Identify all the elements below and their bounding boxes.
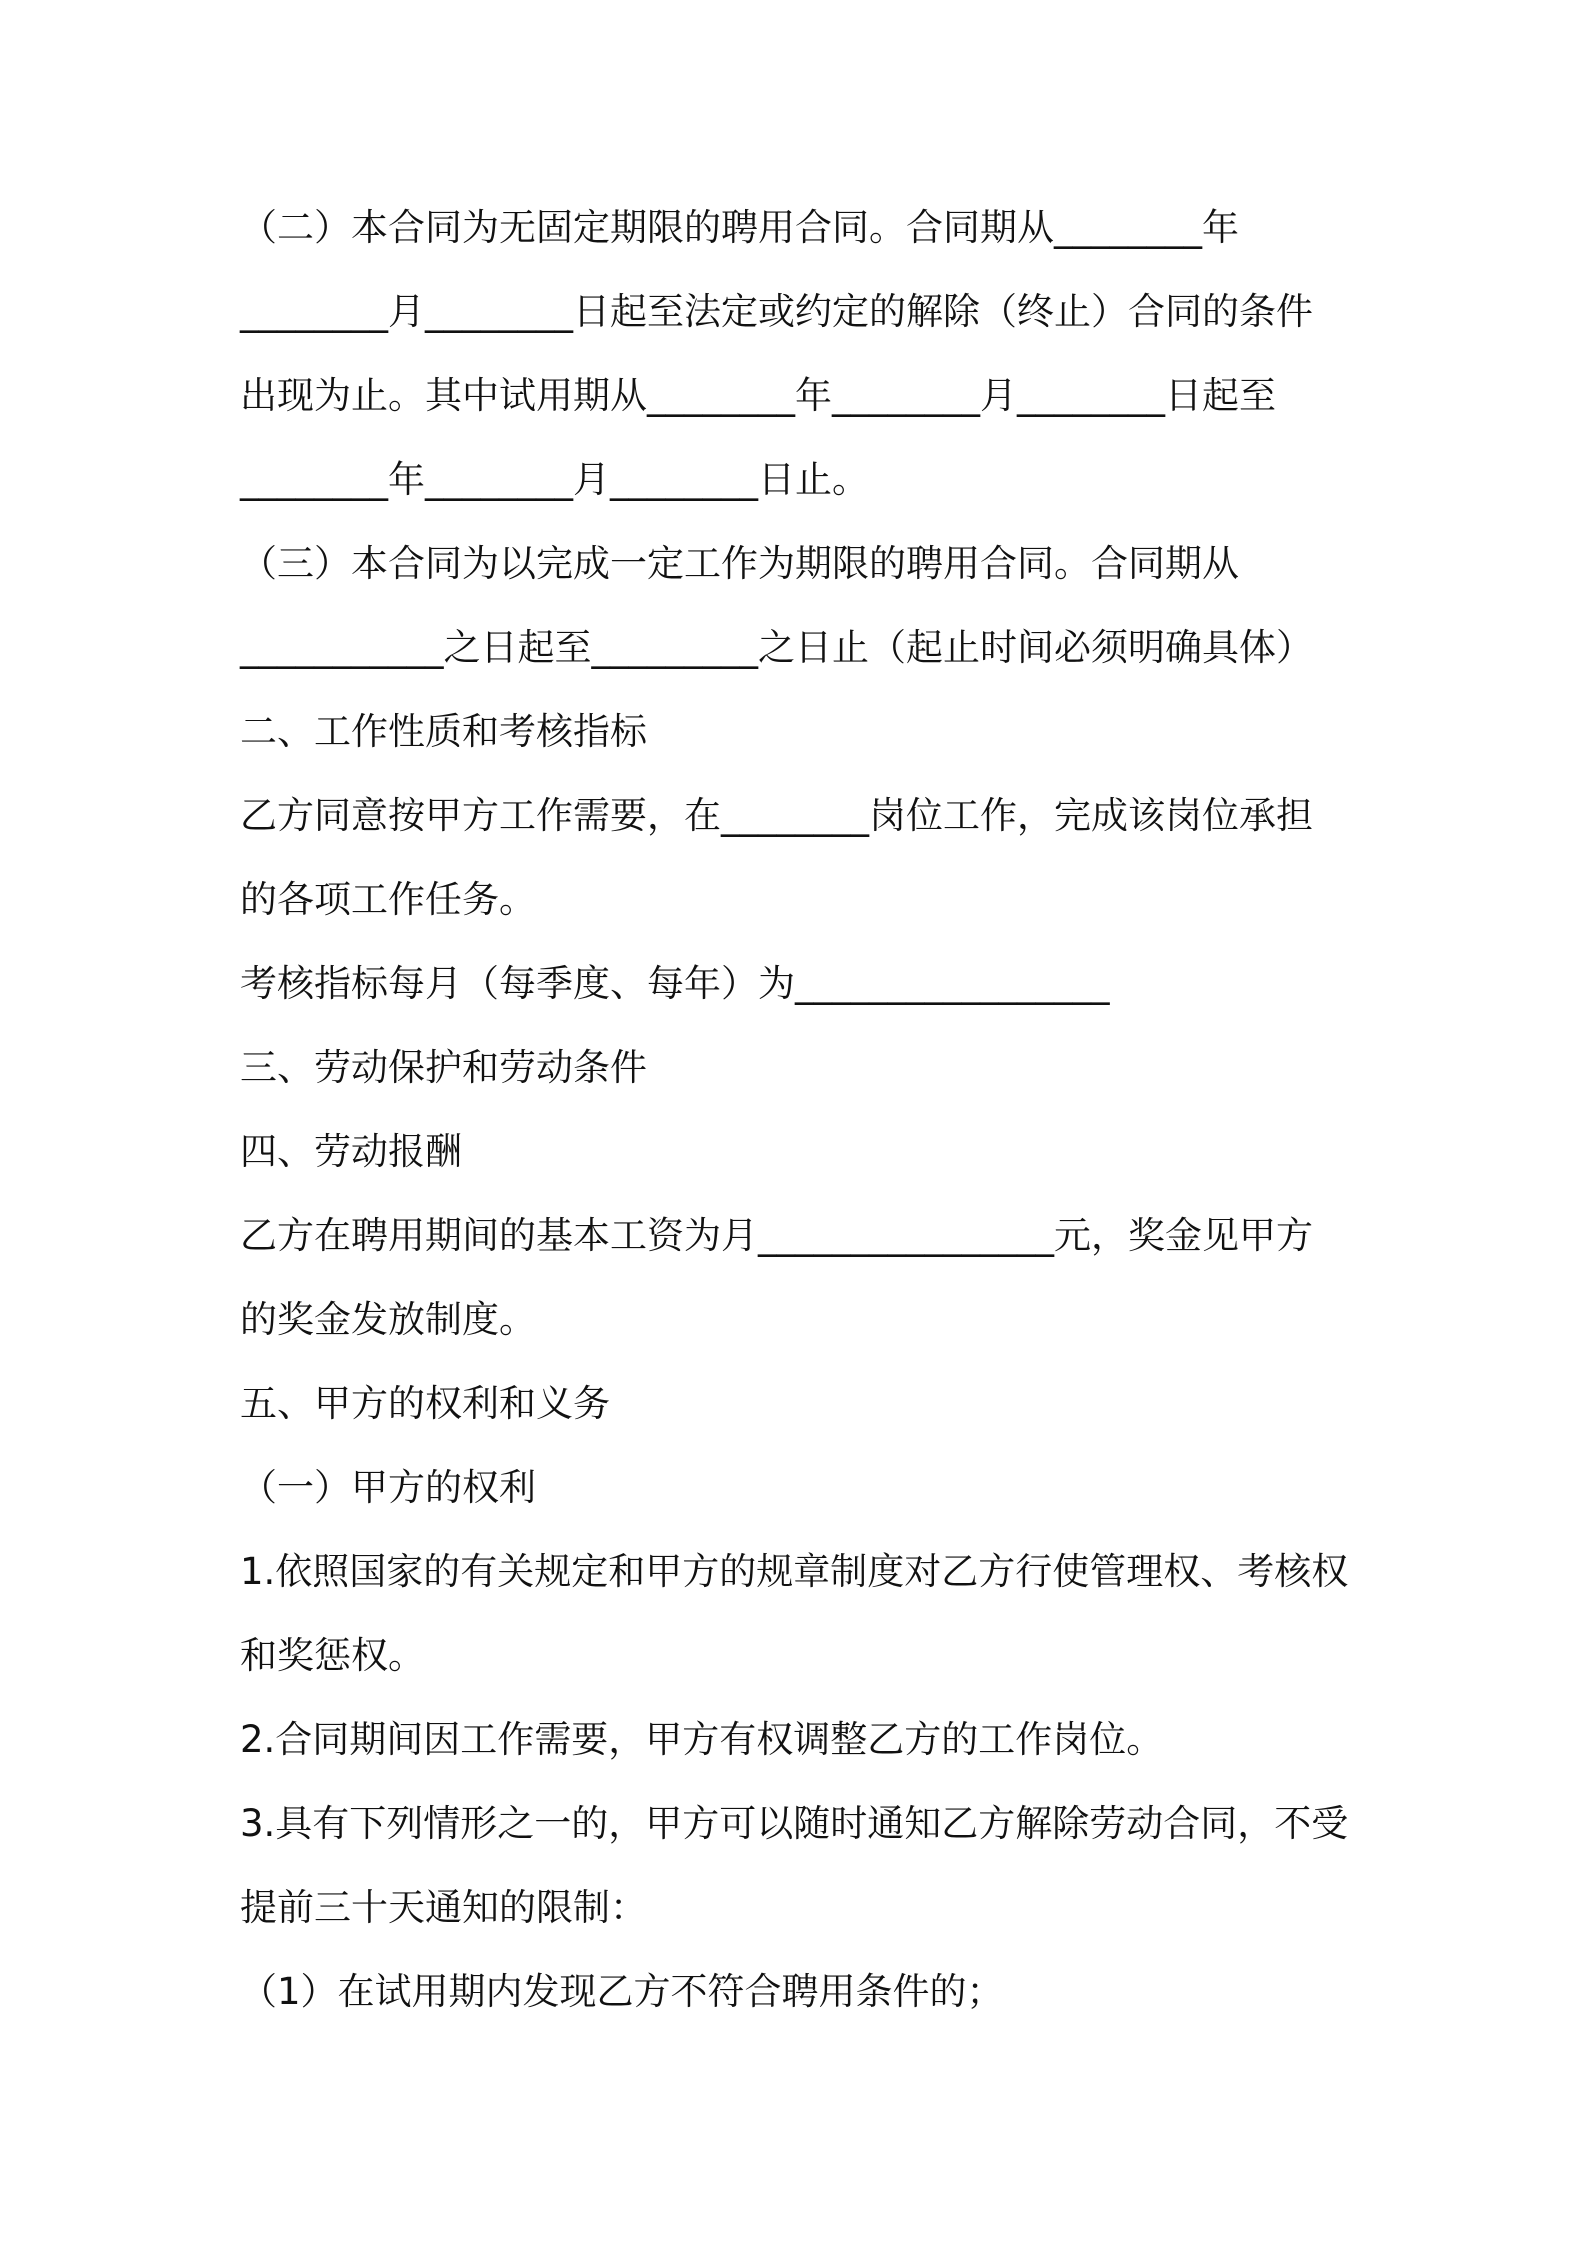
text-line: ________年________月________日止。 (240, 458, 869, 501)
text-line: 的奖金发放制度。 (240, 1298, 536, 1341)
section-heading: 四、劳动报酬 (240, 1130, 462, 1173)
section-heading: 二、工作性质和考核指标 (240, 710, 647, 753)
text-line: ________月________日起至法定或约定的解除（终止）合同的条件 (240, 290, 1313, 333)
text-line: 3.具有下列情形之一的，甲方可以随时通知乙方解除劳动合同，不受 (240, 1802, 1349, 1845)
section-heading: 五、甲方的权利和义务 (240, 1382, 610, 1425)
text-line: 提前三十天通知的限制： (240, 1886, 647, 1929)
text-line: ___________之日起至_________之日止（起止时间必须明确具体） (240, 626, 1313, 669)
section-heading: 三、劳动保护和劳动条件 (240, 1046, 647, 1089)
subsection-heading: （一）甲方的权利 (240, 1466, 536, 1509)
text-line: 2.合同期间因工作需要，甲方有权调整乙方的工作岗位。 (240, 1718, 1164, 1761)
document-body (240, 198, 1360, 2046)
text-line: 1.依照国家的有关规定和甲方的规章制度对乙方行使管理权、考核权 (240, 1550, 1349, 1593)
text-line: 的各项工作任务。 (240, 878, 536, 921)
text-line: 考核指标每月（每季度、每年）为_________________ (240, 962, 1110, 1005)
text-line: 和奖惩权。 (240, 1634, 425, 1677)
text-line: 乙方同意按甲方工作需要，在________岗位工作，完成该岗位承担 (240, 794, 1313, 837)
text-line: （三）本合同为以完成一定工作为期限的聘用合同。合同期从 (240, 542, 1239, 585)
text-line: （1）在试用期内发现乙方不符合聘用条件的； (240, 1970, 1004, 2013)
text-line: （二）本合同为无固定期限的聘用合同。合同期从________年 (240, 206, 1239, 249)
text-line: 出现为止。其中试用期从________年________月________日起至 (240, 374, 1276, 417)
text-line: 乙方在聘用期间的基本工资为月________________元，奖金见甲方 (240, 1214, 1313, 1257)
